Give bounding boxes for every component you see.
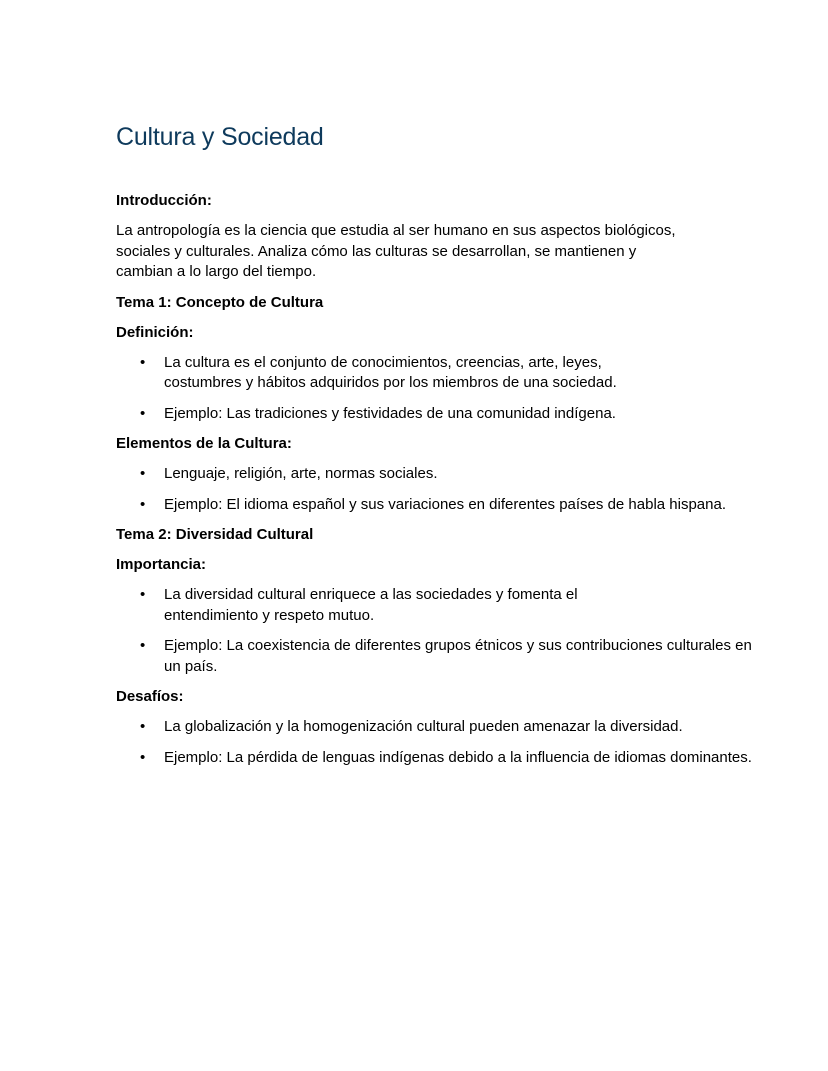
list-item-text: Ejemplo: El idioma español y sus variaciones en diferentes países de habla hispana. (164, 495, 727, 513)
bullet-icon: • (140, 404, 146, 422)
intro-paragraph: La antropología es la ciencia que estudia al ser humano en sus aspectos biológicos, sociales y culturales. Analiza cómo las culturas se desarrollan, se mantienen y cambian a lo largo del tiempo. (116, 222, 676, 280)
list-item (116, 585, 664, 626)
list-item-text: Ejemplo: La coexistencia de diferentes grupos étnicos y sus contribuciones culturales en un país. (164, 637, 752, 675)
intro-heading: Introducción: (116, 192, 212, 209)
definicion-heading: Definición: (116, 323, 194, 341)
definicion-list (116, 353, 716, 425)
list-item-text: Ejemplo: Las tradiciones y festividades de una comunidad indígena. (164, 404, 616, 422)
list-item (116, 404, 724, 425)
list-item (116, 495, 764, 516)
list-item-text: La cultura es el conjunto de conocimientos, creencias, arte, leyes, costumbres y hábitos adquiridos por los miembros de una sociedad. (164, 353, 617, 391)
bullet-icon: • (140, 637, 146, 654)
document-page (116, 120, 752, 768)
list-item (116, 464, 724, 485)
list-item (116, 717, 684, 738)
list-item-text: Lenguaje, religión, arte, normas sociales. (164, 465, 438, 482)
elementos-heading: Elementos de la Cultura: (116, 435, 292, 452)
bullet-icon: • (140, 495, 146, 513)
list-item (116, 353, 674, 394)
bullet-icon: • (140, 465, 146, 482)
list-item-text: La globalización y la homogenización cultural pueden amenazar la diversidad. (164, 718, 683, 735)
bullet-icon: • (140, 718, 146, 735)
bullet-icon: • (140, 748, 146, 766)
bullet-icon: • (140, 353, 146, 371)
list-item-text: Ejemplo: La pérdida de lenguas indígenas debido a la influencia de idiomas dominantes. (164, 748, 752, 766)
list-item-text: La diversidad cultural enriquece a las sociedades y fomenta el entendimiento y respeto mutuo. (164, 586, 578, 624)
elementos-list (116, 464, 727, 515)
desafios-heading: Desafíos: (116, 688, 184, 705)
bullet-icon: • (140, 586, 146, 603)
importancia-heading: Importancia: (116, 556, 207, 573)
document-title: Cultura y Sociedad (116, 123, 324, 151)
list-item (116, 748, 764, 769)
desafios-list (116, 717, 752, 768)
importancia-list (116, 585, 752, 677)
tema1-heading: Tema 1: Concepto de Cultura (116, 293, 324, 311)
tema2-heading: Tema 2: Diversidad Cultural (116, 526, 314, 543)
list-item (116, 636, 764, 677)
